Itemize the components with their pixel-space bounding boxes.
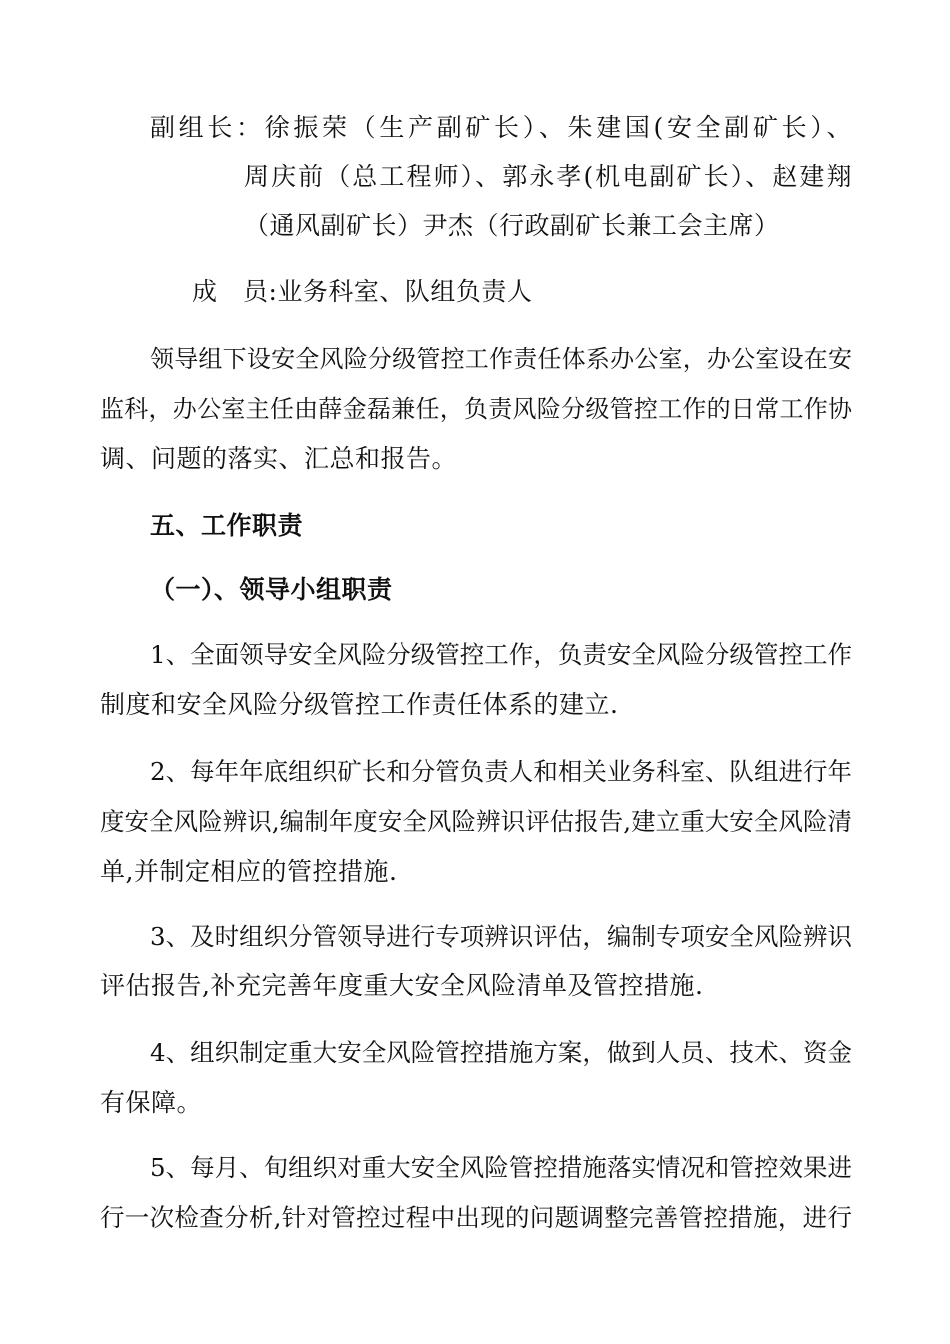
text-line: 行一次检查分析,针对管控过程中出现的问题调整完善管控措施，进行: [100, 1203, 852, 1232]
text-line: 有保障。: [100, 1088, 203, 1117]
text-line: 副组长：徐振荣（生产副矿长）、朱建国(安全副矿长）、: [150, 113, 852, 142]
section-heading: 五、工作职责: [150, 511, 304, 540]
text-line: 4、组织制定重大安全风险管控措施方案，做到人员、技术、资金: [150, 1038, 852, 1067]
text-line: 2、每年年底组织矿长和分管负责人和相关业务科室、队组进行年: [150, 757, 852, 786]
text-line: 5、每月、旬组织对重大安全风险管控措施落实情况和管控效果进: [150, 1153, 852, 1182]
text-line: 评估报告,补充完善年度重大安全风险清单及管控措施.: [100, 971, 704, 1000]
text-line: 领导组下设安全风险分级管控工作责任体系办公室，办公室设在安: [150, 345, 852, 373]
text-line: 单,并制定相应的管控措施.: [100, 857, 398, 886]
text-line: 度安全风险辨识,编制年度安全风险辨识评估报告,建立重大安全风险清: [100, 807, 852, 836]
text-line: 3、及时组织分管领导进行专项辨识评估，编制专项安全风险辨识: [150, 922, 852, 951]
text-line: 成 员:业务科室、队组负责人: [192, 277, 533, 306]
text-line: 调、问题的落实、汇总和报告。: [100, 444, 458, 473]
text-line: （通风副矿长）尹杰（行政副矿长兼工会主席）: [244, 211, 780, 240]
subsection-heading: （一）、领导小组职责: [150, 575, 393, 604]
text-line: 1、全面领导安全风险分级管控工作，负责安全风险分级管控工作: [150, 640, 852, 669]
text-line: 制度和安全风险分级管控工作责任体系的建立.: [100, 690, 619, 719]
text-line: 周庆前（总工程师）、郭永孝(机电副矿长）、赵建翔: [244, 162, 852, 191]
text-line: 监科，办公室主任由薛金磊兼任，负责风险分级管控工作的日常工作协: [100, 395, 852, 423]
